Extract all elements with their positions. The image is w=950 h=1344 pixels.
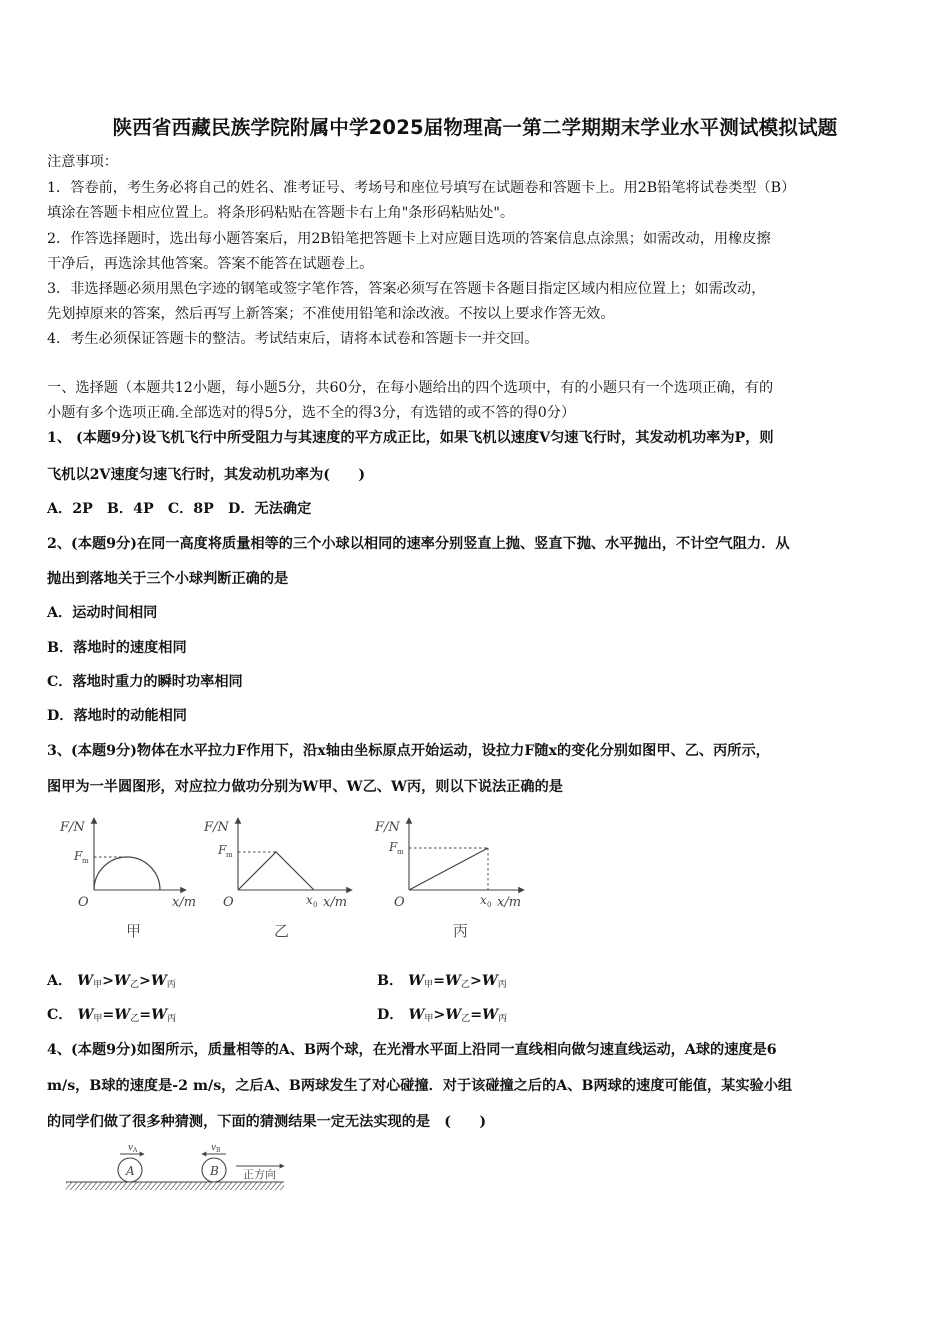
notice-line: 3．非选择题必须用黑色字迹的钢笔或签字笔作答，答案必须写在答题卡各题目指定区域内相应位置上；如需改动， [47, 281, 766, 297]
question-2-option-b: B．落地时的速度相同 [47, 640, 187, 656]
linear-curve [409, 848, 488, 890]
collision-figure [62, 1140, 287, 1195]
direction-label: 正方向 [243, 1168, 276, 1181]
fm-sub: m [226, 851, 233, 859]
vb-sub: B [216, 1147, 221, 1154]
question-2-text-cont: 抛出到落地关于三个小球判断正确的是 [47, 571, 289, 587]
y-axis-label: F/N [204, 820, 229, 835]
question-3-text-cont: 图甲为一半圆图形，对应拉力做功分别为W甲、W乙、W丙，则以下说法正确的是 [47, 779, 563, 795]
x-axis-label: x/m [172, 895, 197, 910]
x-axis-label: x/m [497, 895, 522, 910]
exam-title: 陕西省西藏民族学院附属中学2025届物理高一第二学期期末学业水平测试模拟试题 [112, 116, 838, 139]
fm-label: F [74, 849, 83, 863]
notice-line: 1．答卷前，考生务必将自己的姓名、准考证号、考场号和座位号填写在试题卷和答题卡上。用2B铅笔将试卷类型（B） [47, 180, 796, 196]
x0-label: x [480, 893, 487, 907]
notice-line: 4．考生必须保证答题卡的整洁。考试结束后，请将本试卷和答题卡一并交回。 [47, 331, 539, 347]
ball-a-label: A [126, 1164, 135, 1178]
fm-label: F [218, 843, 227, 857]
question-3-option-a: A． $W_甲>W_乙>W_丙$ [47, 973, 176, 990]
notice-heading: 注意事项： [47, 154, 118, 170]
fm-sub: m [397, 848, 404, 856]
x-axis-label: x/m [323, 895, 348, 910]
question-3-text: 3、(本题9分)物体在水平拉力F作用下，沿x轴由坐标原点开始运动，设拉力F随x的变化分别如图甲、乙、丙所示， [47, 743, 770, 759]
x0-label: x [306, 893, 313, 907]
x0-sub: 0 [487, 901, 492, 909]
origin-label: O [223, 895, 234, 910]
triangle-curve [238, 852, 314, 890]
graph-caption-yi: 乙 [274, 922, 290, 940]
section-heading: 一、选择题（本题共12小题，每小题5分，共60分，在每小题给出的四个选项中，有的小题只有一个选项正确，有的 [47, 380, 774, 396]
va-label: v [128, 1143, 134, 1153]
question-3-option-b: B． $W_甲=W_乙>W_丙$ [377, 973, 507, 990]
question-2-option-d: D．落地时的动能相同 [47, 708, 187, 724]
fm-sub: m [82, 857, 89, 865]
force-displacement-graphs [50, 810, 550, 945]
y-axis-label: F/N [60, 820, 85, 835]
question-3-option-c: C． $W_甲=W_乙=W_丙$ [47, 1007, 177, 1024]
semicircle-curve [94, 857, 160, 890]
question-4-text-cont2: 的同学们做了很多种猜测，下面的猜测结果一定无法实现的是 ( ) [47, 1114, 487, 1130]
notice-line: 2．作答选择题时，选出每小题答案后，用2B铅笔把答题卡上对应题目选项的答案信息点涂黑；如需改动，用橡皮擦 [47, 231, 771, 247]
graph-caption-bing: 丙 [453, 922, 469, 940]
graph-bing [374, 818, 524, 940]
section-heading-cont: 小题有多个选项正确.全部选对的得5分，选不全的得3分，有选错的或不答的得0分） [47, 405, 576, 421]
question-1-text: 1、 (本题9分)设飞机飞行中所受阻力与其速度的平方成正比，如果飞机以速度V匀速飞行时，其发动机功率为P，则 [47, 430, 774, 446]
question-1-options: A．2P B．4P C．8P D．无法确定 [47, 501, 312, 517]
question-2-option-a: A．运动时间相同 [47, 605, 158, 621]
graph-jia [59, 818, 196, 940]
va-sub: A [133, 1147, 138, 1154]
question-1-text-cont: 飞机以2V速度匀速飞行时，其发动机功率为( ) [47, 467, 366, 483]
question-2-option-c: C．落地时重力的瞬时功率相同 [47, 674, 243, 690]
vb-label: v [211, 1143, 217, 1153]
notice-line: 先划掉原来的答案，然后再写上新答案；不准使用铅笔和涂改液。不按以上要求作答无效。 [47, 306, 615, 322]
question-4-text-cont: m/s，B球的速度是-2 m/s，之后A、B两球发生了对心碰撞．对于该碰撞之后的A、B两球的速度可能值，某实验小组 [47, 1078, 793, 1094]
question-4-text: 4、(本题9分)如图所示，质量相等的A、B两个球，在光滑水平面上沿同一直线相向做匀速直线运动，A球的速度是6 [47, 1042, 777, 1058]
question-2-text: 2、(本题9分)在同一高度将质量相等的三个小球以相同的速率分别竖直上抛、竖直下抛、水平抛出，不计空气阻力．从 [47, 536, 790, 552]
notice-line: 干净后，再选涂其他答案。答案不能答在试题卷上。 [47, 256, 374, 272]
notice-line: 填涂在答题卡相应位置上。将条形码粘贴在答题卡右上角"条形码粘贴处"。 [47, 205, 515, 221]
graph-caption-jia: 甲 [126, 922, 142, 940]
graph-yi [203, 818, 352, 940]
ball-b-label: B [210, 1164, 219, 1178]
origin-label: O [78, 895, 89, 910]
origin-label: O [394, 895, 405, 910]
x0-sub: 0 [313, 901, 318, 909]
fm-label: F [389, 840, 398, 854]
question-3-option-d: D． $W_甲>W_乙=W_丙$ [377, 1007, 508, 1024]
y-axis-label: F/N [375, 820, 400, 835]
